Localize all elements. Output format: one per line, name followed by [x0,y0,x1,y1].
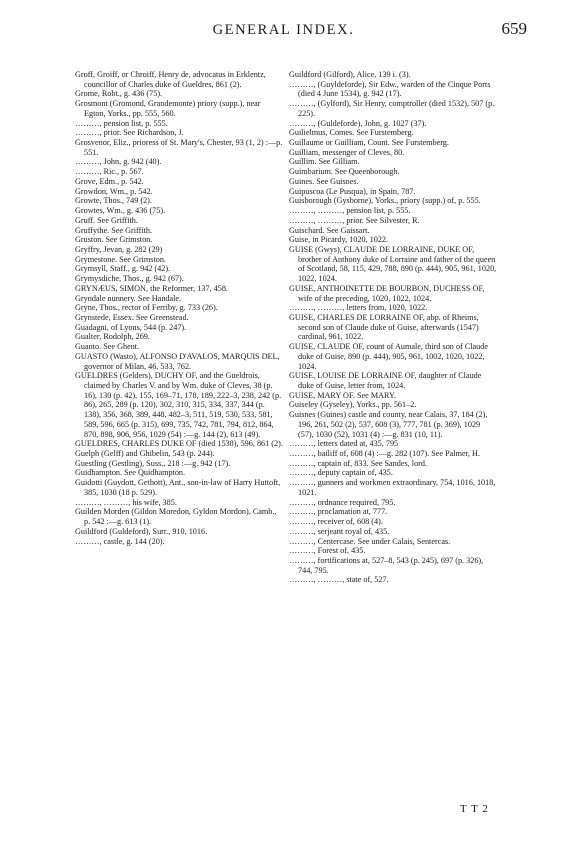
index-entry: Grosmont (Gromond, Grandemonte) priory (supp.), near Egton, Yorks., pp. 555, 560. [75,99,261,118]
index-entry: Guisnes (Guines) castle and county, near Calais, 37, 184 (2), 196, 261, 502 (2), 537, 608 (3), 777, 781 (p. 369), 1029 (57), 1030 (52), 1031 (4) :—g. 831 (10, 11). [289,410,488,439]
index-entry: ………, pension list, p. 555. [75,118,168,128]
index-entry: GUISE, ANTHOINETTE DE BOURBON, DUCHESS OF, wife of the preceding, 1020, 1022, 1024. [289,283,485,303]
index-entry: Guischard. See Gaissart. [289,225,370,235]
index-entry: Guise, in Picardy, 1020, 1022. [289,235,389,245]
index-entry: Gryne, Thos., rector of Ferriby, g. 733 (26). [75,303,218,313]
index-entry: GUISE, CLAUDE OF, count of Aumale, third son of Claude duke of Guise, 890 (p. 444), 905, 961, 1002, 1020, 1022, 1024. [289,342,489,371]
index-entry: Grome, Robt., g. 436 (75). [75,89,163,99]
index-entry: ………, (Guyldeforde), Sir Edw., warden of the Cinque Ports (died 4 June 1534), g. 942 (17). [289,79,491,99]
index-entry: GUISE, CHARLES DE LORRAINE OF, abp. of Rheims, second son of Claude duke of Guise, afterwards (1547) cardinal, 961, 1022. [289,312,479,342]
index-entry: Guelph (Gelff) and Ghibelin, 543 (p. 244). [75,449,215,459]
index-column-right [289,70,497,585]
index-entry: ………, (Gylford), Sir Henry, comptroller (died 1532), 507 (p. 225). [289,99,495,118]
index-entry: ………, prior. See Richardson, J. [75,128,184,138]
index-entry: Guipuscoa (Le Pusqua), in Spain, 787. [289,186,416,196]
index-entry: Grymsyll, Staff., g. 942 (42). [75,264,171,274]
index-entry: ………, captain of, 833. See Sandes, lord. [289,458,428,468]
index-entry: ………, ………, prior. See Silvester, R. [289,215,420,225]
index-entry: Guestling (Gestling), Suss., 218 :—g. 942 (17). [75,458,231,468]
index-entry: Guidotti (Guydott, Gethott), Ant., son-in-law of Harry Huttoft, 385, 1030 (18 p. 529). [75,478,281,497]
index-entry: Gruston. See Grimston. [75,235,153,245]
index-entry: ………, deputy captain of, 435. [289,468,393,478]
index-entry: Gruff. See Griffith. [75,215,138,225]
index-entry: GUELDRES (Gelders), DUCHY OF, and the Gueldrois, claimed by Charles V. and by Wm. duke of Cleves, 38 (p. 16), 130 (p. 42), 155, 169–71, 178, 189, 222–3, 238, 242 (p. 86), 265, 289 (p. 120), 302, 310, 315, 334, 337, 344 (p. 138), 356, 368, 389, 448, 482–3, 511, 519, 530, 533, 581, 589, 596, 665 (p. 315), 699, 735, 742, 781, 794, 812, 864, 870, 898, 906, 956, 1029 (54) :—g. 144 (2), 613 (49). [75,371,282,439]
index-entry: Guisborough (Gysborne), Yorks., priory (supp.) of, p. 555. [289,196,481,206]
index-entry: ………, ordnance required, 795. [289,497,396,507]
index-entry: Guines. See Guisnes. [289,176,359,186]
index-entry: ………, Centercase. See under Calais, Sentercas. [289,536,451,546]
index-entry: GRYNÆUS, SIMON, the Reformer, 137, 458. [75,283,228,293]
index-entry: ………, fortifications at, 527–8, 543 (p. 245), 697 (p. 326), 744, 795. [289,555,484,575]
index-entry: Gryffry, Jevan, g. 282 (29) [75,244,163,254]
index-entry: ………, proclamation at, 777. [289,507,388,517]
index-entry: Guillaume or Guilliam, Count. See Furstemberg. [289,138,449,148]
index-entry: Guanto. See Ghent. [75,342,140,352]
index-entry: Guilden Morden (Gildon Moredon, Gyldon Mordon), Camb., p. 542 :—g. 613 (1). [75,507,277,527]
index-entry: Grymestone. See Grimston. [75,254,166,264]
index-entry: GUASTO (Wasto), ALFONSO D'AVALOS, MARQUIS DEL, governor of Milan, 46, 533, 762. [75,351,280,371]
index-entry: Guildford (Gilford), Alice, 139 i. (3). [289,70,411,79]
index-entry: ………, ………, letters from, 1020, 1022. [289,303,428,313]
index-entry: ………, ………, pension list, p. 555. [289,206,411,216]
index-entry: ………, serjeant royal of, 435. [289,526,390,536]
index-entry: Guillim. See Gilliam. [289,157,360,167]
index-entry: Gryndale nunnery. See Handale. [75,293,182,303]
index-entry: Growte, Thos., 749 (2). [75,196,152,206]
index-entry: Gruffythe. See Griffith. [75,225,153,235]
index-entry: ………, gunners and workmen extraordinary, 754, 1016, 1018, 1021. [289,478,496,497]
index-entry: Guadagni, of Lyons, 544 (p. 247). [75,322,187,332]
index-entry: Growdon, Wm., p. 542. [75,186,153,196]
index-entry: ………, receiver of, 608 (4). [289,517,383,527]
index-entry: Grymysdiche, Thos., g. 942 (67). [75,274,184,284]
index-entry: ………, bailiff of, 608 (4) :—g. 282 (107). See Palmer, H. [289,449,480,459]
index-entry: ………, ………, state of, 527. [289,575,389,585]
page-number: 659 [501,19,527,38]
printer-signature-mark: T T 2 [460,803,489,815]
index-entry: Grynstede, Essex. See Greenstead. [75,312,189,322]
index-column-left [75,70,283,546]
index-entry: Guildford (Guldeford), Surr., 910, 1016. [75,526,208,536]
index-entry: Gualter, Rodolph, 269. [75,332,150,342]
index-entry: GUISE, MARY OF. See MARY. [289,390,396,400]
index-entry: ………, (Guldeforde), John, g. 1027 (37). [289,118,427,128]
index-entry: Grosvenor, Eliz., prioress of St. Mary's, Chester, 93 (1, 2) :—p. 551. [75,138,283,157]
index-entry: ………, ………, his wife, 385. [75,497,177,507]
index-entry: ………, John, g. 942 (40). [75,157,162,167]
index-entry: ………, letters dated at, 435, 795 [289,439,399,449]
index-entry: Grove, Edm., p. 542. [75,176,144,186]
index-entry: GUISE (Gwys), CLAUDE DE LORRAINE, DUKE OF, brother of Anthony duke of Lorraine and father of the queen of Scotland, 58, 115, 429, 788, 890 (p. 444), 905, 961, 1020, 1022, 1024. [289,244,497,284]
index-entry: ………, Ric., p. 567. [75,167,144,177]
index-entry: Guimbarium. See Queenborough. [289,167,400,177]
index-entry: ………, castle, g. 144 (20). [75,536,165,546]
index-entry: Groff, Groiff, or Chroiff, Henry de, advocatus in Erklentz, councillor of Charles duke of Gueldres, 861 (2). [75,70,266,89]
index-entry: Guilliam, messenger of Cleves, 80. [289,147,405,157]
index-entry: GUISE, LOUISE DE LORRAINE OF, daughter of Claude duke of Guise, letter from, 1024. [289,371,482,390]
index-entry: Guilielmus, Comes. See Furstemberg. [289,128,414,138]
index-entry: GUELDRES, CHARLES DUKE OF (died 1538), 596, 861 (2). [75,439,283,449]
index-entry: ………, Forest of, 435. [289,546,366,556]
index-entry: Growtes, Wm., g. 436 (75). [75,206,166,216]
page-header [0,18,567,44]
running-title: GENERAL INDEX. [212,22,355,38]
index-entry: Guiseley (Gyseley), Yorks., pp. 561–2. [289,400,417,410]
index-entry: Guidhampton. See Quidhampton. [75,468,186,478]
